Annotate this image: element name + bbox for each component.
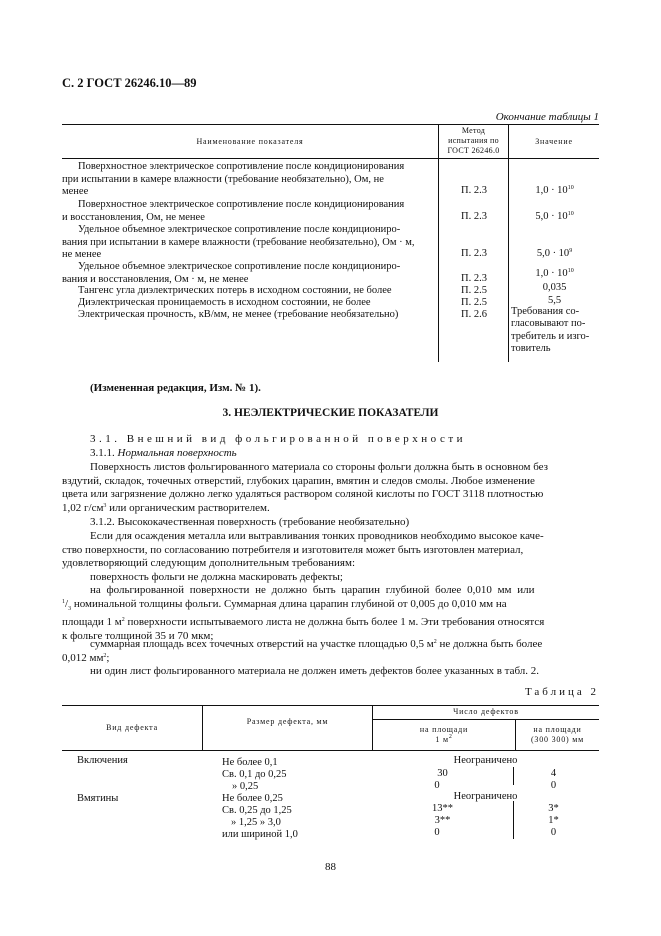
requirement-2: на фольгированной поверхности не должно быть царапин глубиной более 0,010 мм или $^1/_3$ номинальной толщины фольги. Суммарная длина царапин глубиной от 0,005 до 0,010 мм на площади 1 $м^2$ поверхности испытываемого листа не должна быть более 1 м. Эти требования относятся к фольге толщиной 35 и 70 мкм;	[62, 584, 545, 642]
table2-count-1m2: 0	[434, 827, 440, 838]
table2-header-border	[62, 750, 599, 751]
table2-count-300: 4	[550, 768, 557, 779]
requirement-3: суммарная площадь всех точечных отверстий на участке площадью 0,5 $м^2$ не должна быть более 0,012 $мм^2$;	[62, 638, 543, 664]
table1-row-name: Поверхностное электрическое сопротивление после кондиционирования при испытании в камере влажности (требование необязательно), Ом, не менее	[62, 161, 405, 197]
table2-data-divider-a	[513, 767, 514, 785]
table2-count-1m2: 13**	[432, 803, 453, 814]
table2-label: Таблица 2	[524, 686, 599, 698]
table1-row-method: П. 2.3	[461, 273, 487, 284]
table1-row-value: $1,0 \cdot 10^{10}$	[535, 185, 574, 196]
table1-row-value: $1,0 \cdot 10^{10}$	[535, 268, 574, 279]
table1-row-name: Тангенс угла диэлектрических потерь в исходном состоянии, не более	[78, 285, 392, 296]
table2-defect-dents: Вмятины	[77, 793, 119, 804]
table2-data-divider-b	[513, 801, 514, 839]
table1-row-method: П. 2.3	[461, 211, 487, 222]
table1-col-value: Значение	[535, 137, 573, 146]
table2-top-border	[62, 705, 599, 706]
table1-row-name: Диэлектрическая проницаемость в исходном состоянии, не более	[78, 297, 371, 308]
table1-row-method: П. 2.5	[461, 285, 487, 296]
table2-size: или шириной 1,0	[222, 829, 298, 840]
table2-size: » 0,25	[232, 781, 259, 792]
table1-row-name: Электрическая прочность, кВ/мм, не менее (требование необязательно)	[78, 309, 399, 320]
edition-note: (Измененная редакция, Изм. № 1).	[90, 382, 261, 394]
table1-row-method: П. 2.3	[461, 248, 487, 259]
table1-row-value: $5,0 \cdot 10^9$	[536, 248, 573, 259]
table1-row-name: Поверхностное электрическое сопротивление после кондиционирования и восстановления, Ом, не менее	[62, 199, 405, 223]
table2-unlimited: Неограничено	[453, 755, 518, 766]
table2-size: Не более 0,1	[222, 757, 278, 768]
requirement-1: поверхность фольги не должна маскировать дефекты;	[90, 571, 343, 583]
table1-header-border	[62, 158, 599, 159]
table2-size: » 1,25 » 3,0	[231, 817, 281, 828]
table1-col-divider-1	[438, 124, 439, 362]
table2-col-divider-1	[202, 705, 203, 750]
table2-size: Св. 0,25 до 1,25	[222, 805, 292, 816]
table2-count-1m2: 3**	[434, 815, 451, 826]
table2-count-300: 0	[550, 780, 557, 791]
table1-row-value: Требования со- гласовывают по- требитель и изго- товитель	[511, 306, 590, 355]
section-title: 3. НЕЭЛЕКТРИЧЕСКИЕ ПОКАЗАТЕЛИ	[222, 407, 439, 419]
paragraph-3-1-2-text: Если для осаждения металла или вытравливания тонких проводников необходимо высокое каче- ство поверхности, по согласованию потребителя и изготовителя может быть изготовлен материал, удовлетворяющий следующим дополнительным требованиям:	[62, 530, 544, 570]
table1-row-name: Удельное объемное электрическое сопротивление после кондициониро- вания при испытании в камере влажности (требование необязательно), Ом · м, не менее	[62, 224, 415, 260]
table2-count-300: 0	[550, 827, 557, 838]
table2-subheader-border	[372, 719, 599, 720]
page-header: С. 2 ГОСТ 26246.10—89	[62, 76, 197, 90]
table2-size: Не более 0,25	[222, 793, 283, 804]
table1-col-name: Наименование показателя	[196, 137, 304, 146]
table1-row-value: $5,0 \cdot 10^{10}$	[535, 211, 574, 222]
table1-row-value: 5,5	[547, 295, 562, 306]
paragraph-3-1-1-text: Поверхность листов фольгированного материала со стороны фольги должна быть в основном без вздутий, складок, точечных отверстий, глубоких царапин, вмятин и следов смолы. Любое изменение цвета или загрязнение должно легко удаляться раствором соляной кислоты по ГОСТ 3118 плотностью 1,02 $г/см^3$ или органическим растворителем.	[62, 461, 549, 514]
table2-col-area1: на площади 1 $м^2$	[419, 725, 469, 744]
paragraph-3-1-heading: 3.1. Внешний вид фольгированной поверхности	[90, 433, 467, 445]
table2-col-count: Число дефектов	[453, 707, 519, 716]
table2-size: Св. 0,1 до 0,25	[222, 769, 287, 780]
table1-row-method: П. 2.3	[461, 185, 487, 196]
paragraph-3-1-1-heading: 3.1.1. Нормальная поверхность	[90, 447, 237, 459]
table2-defect-inclusions: Включения	[77, 755, 128, 766]
table2-col-area2: на площади (300 300) мм	[530, 725, 585, 744]
table1-top-border	[62, 124, 599, 125]
page-number: 88	[325, 861, 336, 873]
table2-count-300: 3*	[548, 803, 559, 814]
table2-unlimited: Неограничено	[453, 791, 518, 802]
table2-count-300: 1*	[548, 815, 559, 826]
table2-col-size: Размер дефекта, мм	[246, 717, 329, 726]
table2-count-1m2: 30	[437, 768, 448, 779]
table1-col-divider-2	[508, 124, 509, 362]
table2-count-1m2: 0	[434, 780, 440, 791]
table2-col-defect: Вид дефекта	[106, 723, 158, 732]
table1-continuation-label: Окончание таблицы 1	[495, 111, 599, 123]
table1-row-value: 0,035	[542, 282, 567, 293]
paragraph-3-1-2-heading: 3.1.2. Высококачественная поверхность (требование необязательно)	[90, 516, 410, 528]
table1-row-method: П. 2.5	[461, 297, 487, 308]
table1-col-method: Метод испытания по ГОСТ 26246.0	[447, 126, 500, 155]
requirement-4: ни один лист фольгированного материала не должен иметь дефектов более указанных в табл. 2.	[90, 665, 540, 677]
table1-row-method: П. 2.6	[461, 309, 487, 320]
table1-row-name: Удельное объемное электрическое сопротивление после кондициониро- вания и восстановления, Ом · м, не менее	[62, 261, 401, 285]
